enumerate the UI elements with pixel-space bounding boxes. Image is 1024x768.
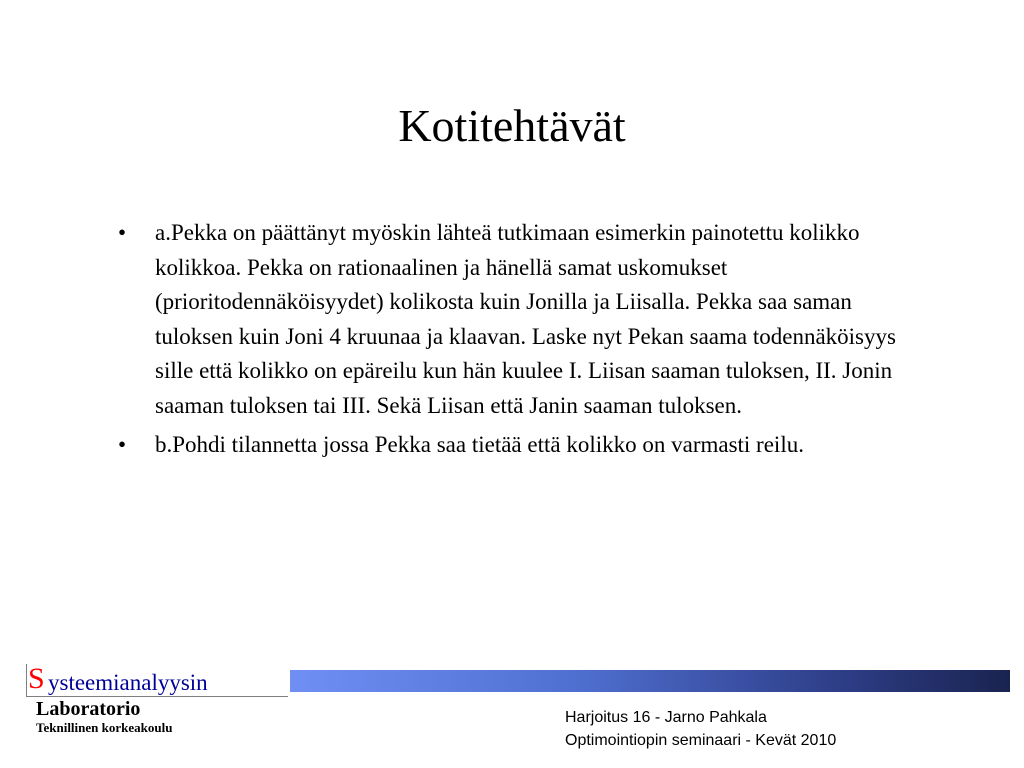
logo-laboratorio: Laboratorio xyxy=(36,698,141,720)
bullet-text: b.Pohdi tilannetta jossa Pekka saa tietää että kolikko on varmasti reilu. xyxy=(155,432,804,457)
bullet-text: a.Pekka on päättänyt myöskin lähteä tutkimaan esimerkin painotettu kolikko kolikkoa. Pekka on rationaalinen ja hänellä samat uskomukset (prioritodennäköisyydet) kolikosta kuin Jonilla ja Liisalla. Pekka saa saman tuloksen kuin Joni 4 kruunaa ja klaavan. Laske nyt Pekan saama todennäköisyys sille että kolikko on epäreilu kun hän kuulee I. Liisan saaman tuloksen, II. Jonin saaman tuloksen tai III. Sekä Liisan että Janin saaman tuloksen. xyxy=(155,220,896,418)
logo-university: Teknillinen korkeakoulu xyxy=(36,720,173,735)
footer-gradient-bar xyxy=(290,670,1010,692)
footer-info xyxy=(565,706,836,752)
logo-initial: S xyxy=(28,662,45,695)
bullet-icon: • xyxy=(118,432,127,457)
lab-logo xyxy=(28,664,290,742)
logo-name: ysteemianalyysin xyxy=(48,670,208,695)
bullet-item-a xyxy=(118,216,918,423)
bullet-list xyxy=(118,216,918,468)
slide-title: Kotitehtävät xyxy=(398,100,626,151)
footer-line-1: Harjoitus 16 - Jarno Pahkala xyxy=(565,709,767,726)
footer-line-2: Optimointiopin seminaari - Kevät 2010 xyxy=(565,732,837,749)
bullet-icon: • xyxy=(118,220,127,245)
bullet-item-b xyxy=(118,428,918,463)
